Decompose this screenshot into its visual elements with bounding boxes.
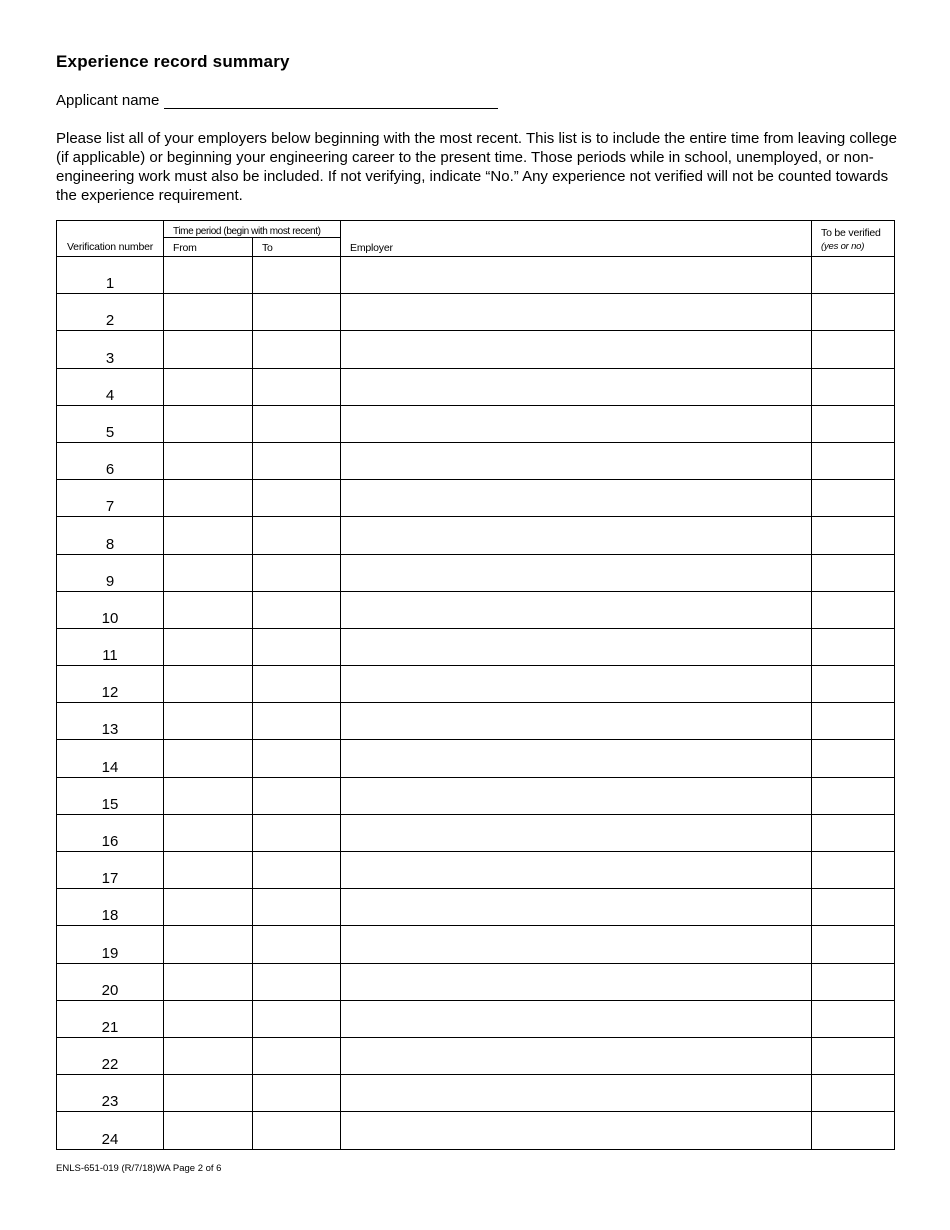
verification-number-cell: 4: [57, 368, 164, 405]
verification-number-cell: 13: [57, 703, 164, 740]
employer-cell[interactable]: [341, 889, 812, 926]
table-row: [57, 889, 895, 926]
employer-cell[interactable]: [341, 814, 812, 851]
header-to-be-verified-label: To be verified: [821, 227, 881, 239]
to-be-verified-cell[interactable]: [812, 777, 895, 814]
employer-cell[interactable]: [341, 405, 812, 442]
employer-cell[interactable]: [341, 294, 812, 331]
to-cell[interactable]: [253, 926, 341, 963]
verification-number-cell: 24: [57, 1112, 164, 1149]
to-cell[interactable]: [253, 294, 341, 331]
verification-number-cell: 16: [57, 814, 164, 851]
table-row: [57, 294, 895, 331]
header-verification-number: Verification number: [57, 221, 164, 257]
employer-cell[interactable]: [341, 1075, 812, 1112]
to-cell[interactable]: [253, 517, 341, 554]
verification-number-cell: 22: [57, 1037, 164, 1074]
table-row: [57, 814, 895, 851]
employer-cell[interactable]: [341, 963, 812, 1000]
employer-cell[interactable]: [341, 852, 812, 889]
table-row: [57, 777, 895, 814]
to-be-verified-cell[interactable]: [812, 405, 895, 442]
employer-cell[interactable]: [341, 591, 812, 628]
to-cell[interactable]: [253, 1112, 341, 1149]
table-row: [57, 1112, 895, 1149]
verification-number-cell: 9: [57, 554, 164, 591]
from-cell[interactable]: [164, 591, 253, 628]
employer-cell[interactable]: [341, 368, 812, 405]
employer-cell[interactable]: [341, 257, 812, 294]
table-row: [57, 1075, 895, 1112]
from-cell[interactable]: [164, 517, 253, 554]
employer-cell[interactable]: [341, 442, 812, 479]
to-be-verified-cell[interactable]: [812, 554, 895, 591]
header-from: From: [164, 238, 253, 257]
to-cell[interactable]: [253, 703, 341, 740]
to-cell[interactable]: [253, 331, 341, 368]
table-row: [57, 591, 895, 628]
table-row: [57, 554, 895, 591]
table-row: [57, 331, 895, 368]
from-cell[interactable]: [164, 405, 253, 442]
to-be-verified-cell[interactable]: [812, 926, 895, 963]
table-row: [57, 1037, 895, 1074]
header-employer: Employer: [341, 221, 812, 257]
verification-number-cell: 6: [57, 442, 164, 479]
from-cell[interactable]: [164, 814, 253, 851]
verification-number-cell: 12: [57, 666, 164, 703]
header-to-be-verified-sub: (yes or no): [821, 241, 865, 252]
to-cell[interactable]: [253, 591, 341, 628]
employer-cell[interactable]: [341, 628, 812, 665]
table-row: [57, 666, 895, 703]
table-row: [57, 257, 895, 294]
to-be-verified-cell[interactable]: [812, 257, 895, 294]
applicant-name-field[interactable]: [164, 94, 498, 109]
to-be-verified-cell[interactable]: [812, 1000, 895, 1037]
to-be-verified-cell[interactable]: [812, 852, 895, 889]
verification-number-cell: 21: [57, 1000, 164, 1037]
table-row: [57, 517, 895, 554]
table-row: [57, 442, 895, 479]
to-cell[interactable]: [253, 628, 341, 665]
verification-number-cell: 14: [57, 740, 164, 777]
employer-cell[interactable]: [341, 926, 812, 963]
applicant-name-label: Applicant name: [56, 92, 160, 109]
to-cell[interactable]: [253, 814, 341, 851]
to-be-verified-cell[interactable]: [812, 740, 895, 777]
employer-cell[interactable]: [341, 480, 812, 517]
from-cell[interactable]: [164, 1037, 253, 1074]
from-cell[interactable]: [164, 331, 253, 368]
to-cell[interactable]: [253, 368, 341, 405]
to-be-verified-cell[interactable]: [812, 963, 895, 1000]
employer-cell[interactable]: [341, 554, 812, 591]
to-cell[interactable]: [253, 405, 341, 442]
to-be-verified-cell[interactable]: [812, 666, 895, 703]
header-to: To: [253, 238, 341, 257]
from-cell[interactable]: [164, 926, 253, 963]
to-be-verified-cell[interactable]: [812, 889, 895, 926]
table-row: [57, 926, 895, 963]
employer-cell[interactable]: [341, 777, 812, 814]
to-cell[interactable]: [253, 1037, 341, 1074]
from-cell[interactable]: [164, 628, 253, 665]
to-cell[interactable]: [253, 554, 341, 591]
employer-cell[interactable]: [341, 1000, 812, 1037]
verification-number-cell: 3: [57, 331, 164, 368]
to-be-verified-cell[interactable]: [812, 294, 895, 331]
table-row: [57, 740, 895, 777]
table-row: [57, 963, 895, 1000]
verification-number-cell: 11: [57, 628, 164, 665]
verification-number-cell: 7: [57, 480, 164, 517]
from-cell[interactable]: [164, 740, 253, 777]
from-cell[interactable]: [164, 1000, 253, 1037]
table-row: [57, 1000, 895, 1037]
to-be-verified-cell[interactable]: [812, 442, 895, 479]
table-row: [57, 368, 895, 405]
to-cell[interactable]: [253, 777, 341, 814]
table-row: [57, 852, 895, 889]
to-be-verified-cell[interactable]: [812, 814, 895, 851]
experience-table: [56, 220, 895, 1150]
to-be-verified-cell[interactable]: [812, 1112, 895, 1149]
employer-cell[interactable]: [341, 666, 812, 703]
table-row: [57, 480, 895, 517]
table-row: [57, 703, 895, 740]
to-cell[interactable]: [253, 480, 341, 517]
from-cell[interactable]: [164, 963, 253, 1000]
to-be-verified-cell[interactable]: [812, 591, 895, 628]
table-row: [57, 628, 895, 665]
from-cell[interactable]: [164, 257, 253, 294]
employer-cell[interactable]: [341, 517, 812, 554]
to-cell[interactable]: [253, 963, 341, 1000]
to-cell[interactable]: [253, 1075, 341, 1112]
employer-cell[interactable]: [341, 703, 812, 740]
from-cell[interactable]: [164, 889, 253, 926]
to-cell[interactable]: [253, 852, 341, 889]
verification-number-cell: 8: [57, 517, 164, 554]
employer-cell[interactable]: [341, 1112, 812, 1149]
header-to-be-verified: [812, 221, 895, 257]
form-footer: ENLS-651-019 (R/7/18)WA Page 2 of 6: [56, 1163, 222, 1174]
employer-cell[interactable]: [341, 1037, 812, 1074]
to-be-verified-cell[interactable]: [812, 368, 895, 405]
verification-number-cell: 10: [57, 591, 164, 628]
to-be-verified-cell[interactable]: [812, 331, 895, 368]
to-cell[interactable]: [253, 257, 341, 294]
table-body: [57, 257, 895, 1150]
verification-number-cell: 20: [57, 963, 164, 1000]
to-cell[interactable]: [253, 442, 341, 479]
from-cell[interactable]: [164, 554, 253, 591]
verification-number-cell: 19: [57, 926, 164, 963]
to-be-verified-cell[interactable]: [812, 1075, 895, 1112]
verification-number-cell: 2: [57, 294, 164, 331]
from-cell[interactable]: [164, 480, 253, 517]
verification-number-cell: 15: [57, 777, 164, 814]
employer-cell[interactable]: [341, 331, 812, 368]
verification-number-cell: 1: [57, 257, 164, 294]
to-be-verified-cell[interactable]: [812, 517, 895, 554]
verification-number-cell: 17: [57, 852, 164, 889]
to-cell[interactable]: [253, 889, 341, 926]
from-cell[interactable]: [164, 777, 253, 814]
from-cell[interactable]: [164, 368, 253, 405]
from-cell[interactable]: [164, 666, 253, 703]
header-time-period: Time period (begin with most recent): [164, 221, 341, 238]
employer-cell[interactable]: [341, 740, 812, 777]
from-cell[interactable]: [164, 1075, 253, 1112]
from-cell[interactable]: [164, 442, 253, 479]
verification-number-cell: 18: [57, 889, 164, 926]
to-cell[interactable]: [253, 1000, 341, 1037]
from-cell[interactable]: [164, 703, 253, 740]
to-be-verified-cell[interactable]: [812, 480, 895, 517]
to-be-verified-cell[interactable]: [812, 628, 895, 665]
to-cell[interactable]: [253, 740, 341, 777]
table-row: [57, 405, 895, 442]
from-cell[interactable]: [164, 1112, 253, 1149]
from-cell[interactable]: [164, 852, 253, 889]
applicant-name-row: [56, 92, 498, 109]
verification-number-cell: 5: [57, 405, 164, 442]
instructions-paragraph: Please list all of your employers below beginning with the most recent. This list is to include the entire time from leaving college (if applicable) or beginning your engineering career to the present time. Those periods while in school, unemployed, or non-engineering work must also be included. If not verifying, indicate “No.” Any experience not verified will not be counted towards the experience requirement.: [56, 130, 897, 204]
verification-number-cell: 23: [57, 1075, 164, 1112]
to-be-verified-cell[interactable]: [812, 1037, 895, 1074]
page-title: Experience record summary: [56, 52, 290, 71]
from-cell[interactable]: [164, 294, 253, 331]
to-cell[interactable]: [253, 666, 341, 703]
to-be-verified-cell[interactable]: [812, 703, 895, 740]
